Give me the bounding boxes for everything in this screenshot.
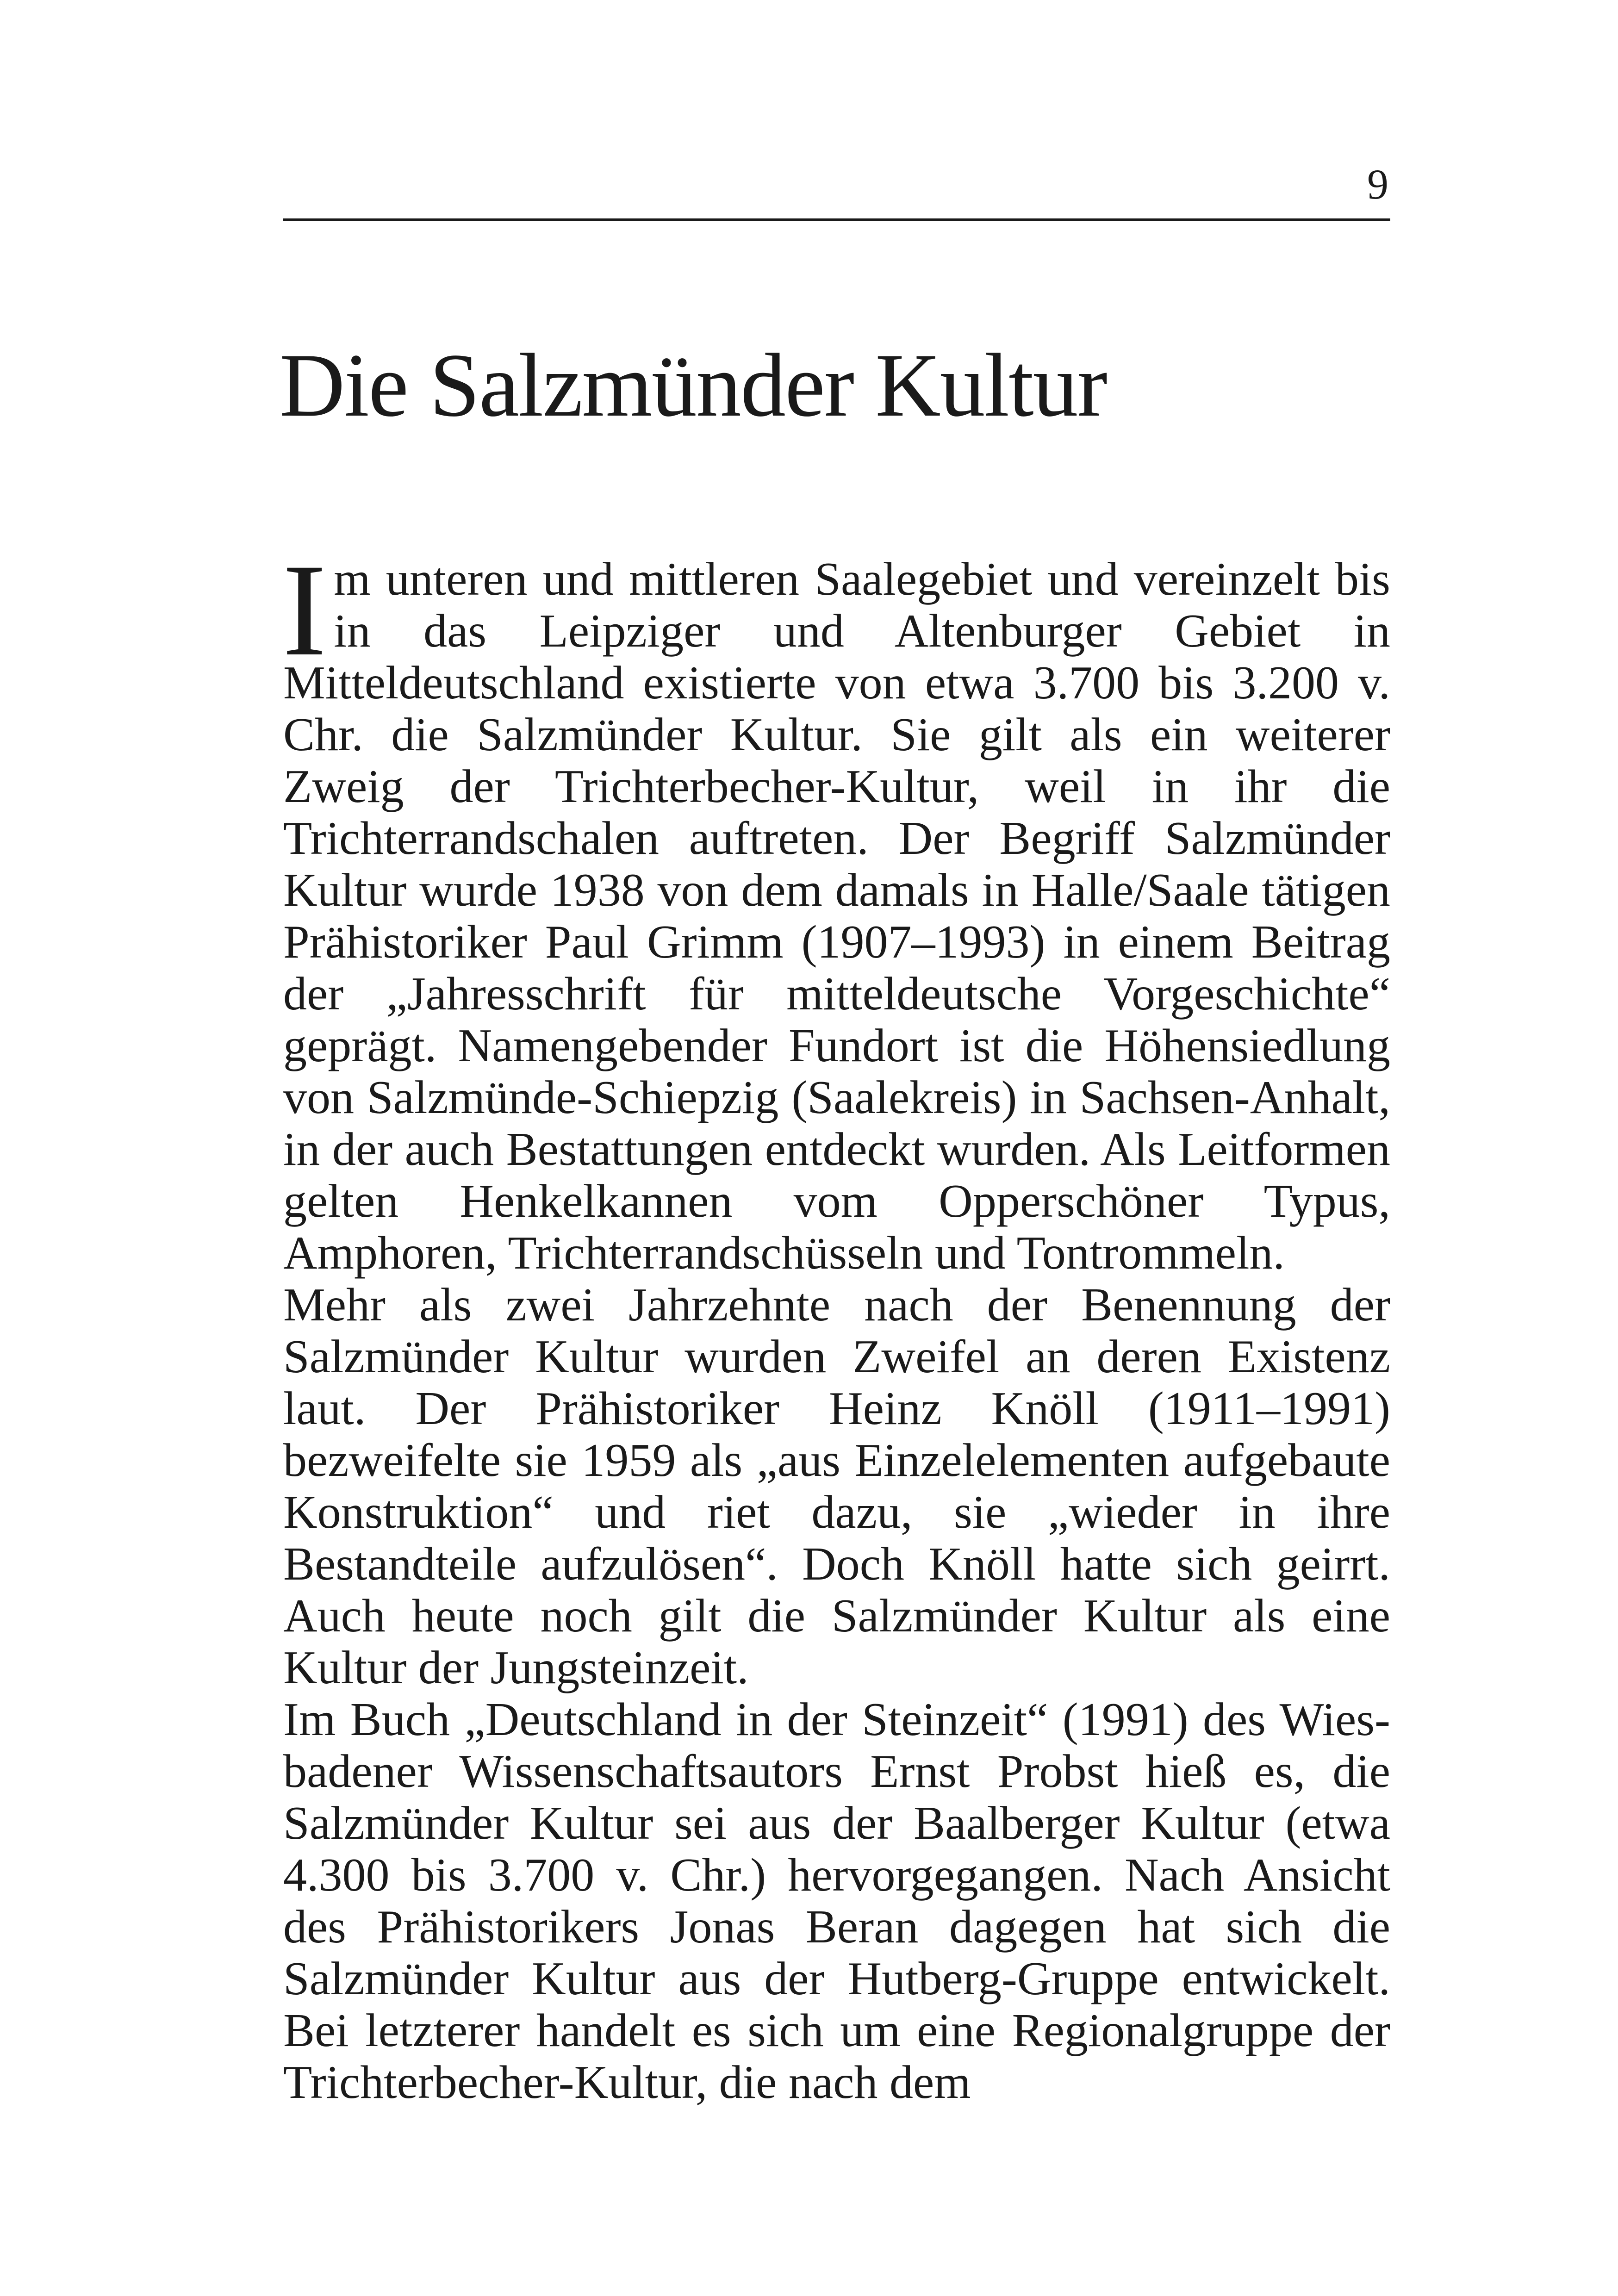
- header-rule: [283, 218, 1390, 221]
- body-text: [282, 536, 1390, 2109]
- paragraph-2: Mehr als zwei Jahrzehnte nach der Benennung der Salzmünder Kultur wurden Zweifel an deren Existenz laut. Der Prähistoriker Heinz Knöll (1911–1991) bezweifelte sie 1959 als „aus Einzelelementen aufgebaute Konstruktion“ und riet dazu, sie „wieder in ihre Bestandteile aufzulösen“. Doch Knöll hatte sich geirrt. Auch heute noch gilt die Salzmünder Kultur als eine Kultur der Jungsteinzeit.: [283, 1279, 1390, 1694]
- drop-cap: I: [282, 536, 327, 683]
- chapter-title: Die Salzmünder Kultur: [280, 335, 1107, 436]
- paragraph-1: [282, 536, 1390, 1279]
- page-number: 9: [1367, 161, 1388, 208]
- paragraph-1-text: m unteren und mittleren Saalegebiet und vereinzelt bis in das Leipziger und Altenburger Gebiet in Mitteldeutschland existierte von etwa 3.700 bis 3.200 v. Chr. die Salzmünder Kultur. Sie gilt als ein weiterer Zweig der Trichterbecher-Kultur, weil in ihr die Trichterrandschalen auftreten. Der Begriff Salzmünder Kultur wurde 1938 von dem damals in Halle/Saale tätigen Prähistoriker Paul Grimm (1907–1993) in einem Beitrag der „Jahresschrift für mitteldeutsche Vorgeschichte“ geprägt. Namengebender Fundort ist die Höhensiedlung von Salzmünde-Schiepzig (Saalekreis) in Sachsen-Anhalt, in der auch Bestattungen entdeckt wurden. Als Leitformen gelten Henkelkannen vom Opperschöner Typus, Amphoren, Trichterrandschüsseln und Tontrommeln.: [283, 553, 1390, 1279]
- paragraph-3: Im Buch „Deutschland in der Steinzeit“ (1991) des Wiesbadener Wissenschaftsautors Ernst Probst hieß es, die Salzmünder Kultur sei aus der Baalberger Kultur (etwa 4.300 bis 3.700 v. Chr.) hervorgegangen. Nach Ansicht des Prähistorikers Jonas Beran dagegen hat sich die Salzmünder Kultur aus der Hutberg-Gruppe entwickelt. Bei letzterer handelt es sich um eine Regionalgruppe der Trichterbecher-Kultur, die nach dem: [283, 1693, 1390, 2109]
